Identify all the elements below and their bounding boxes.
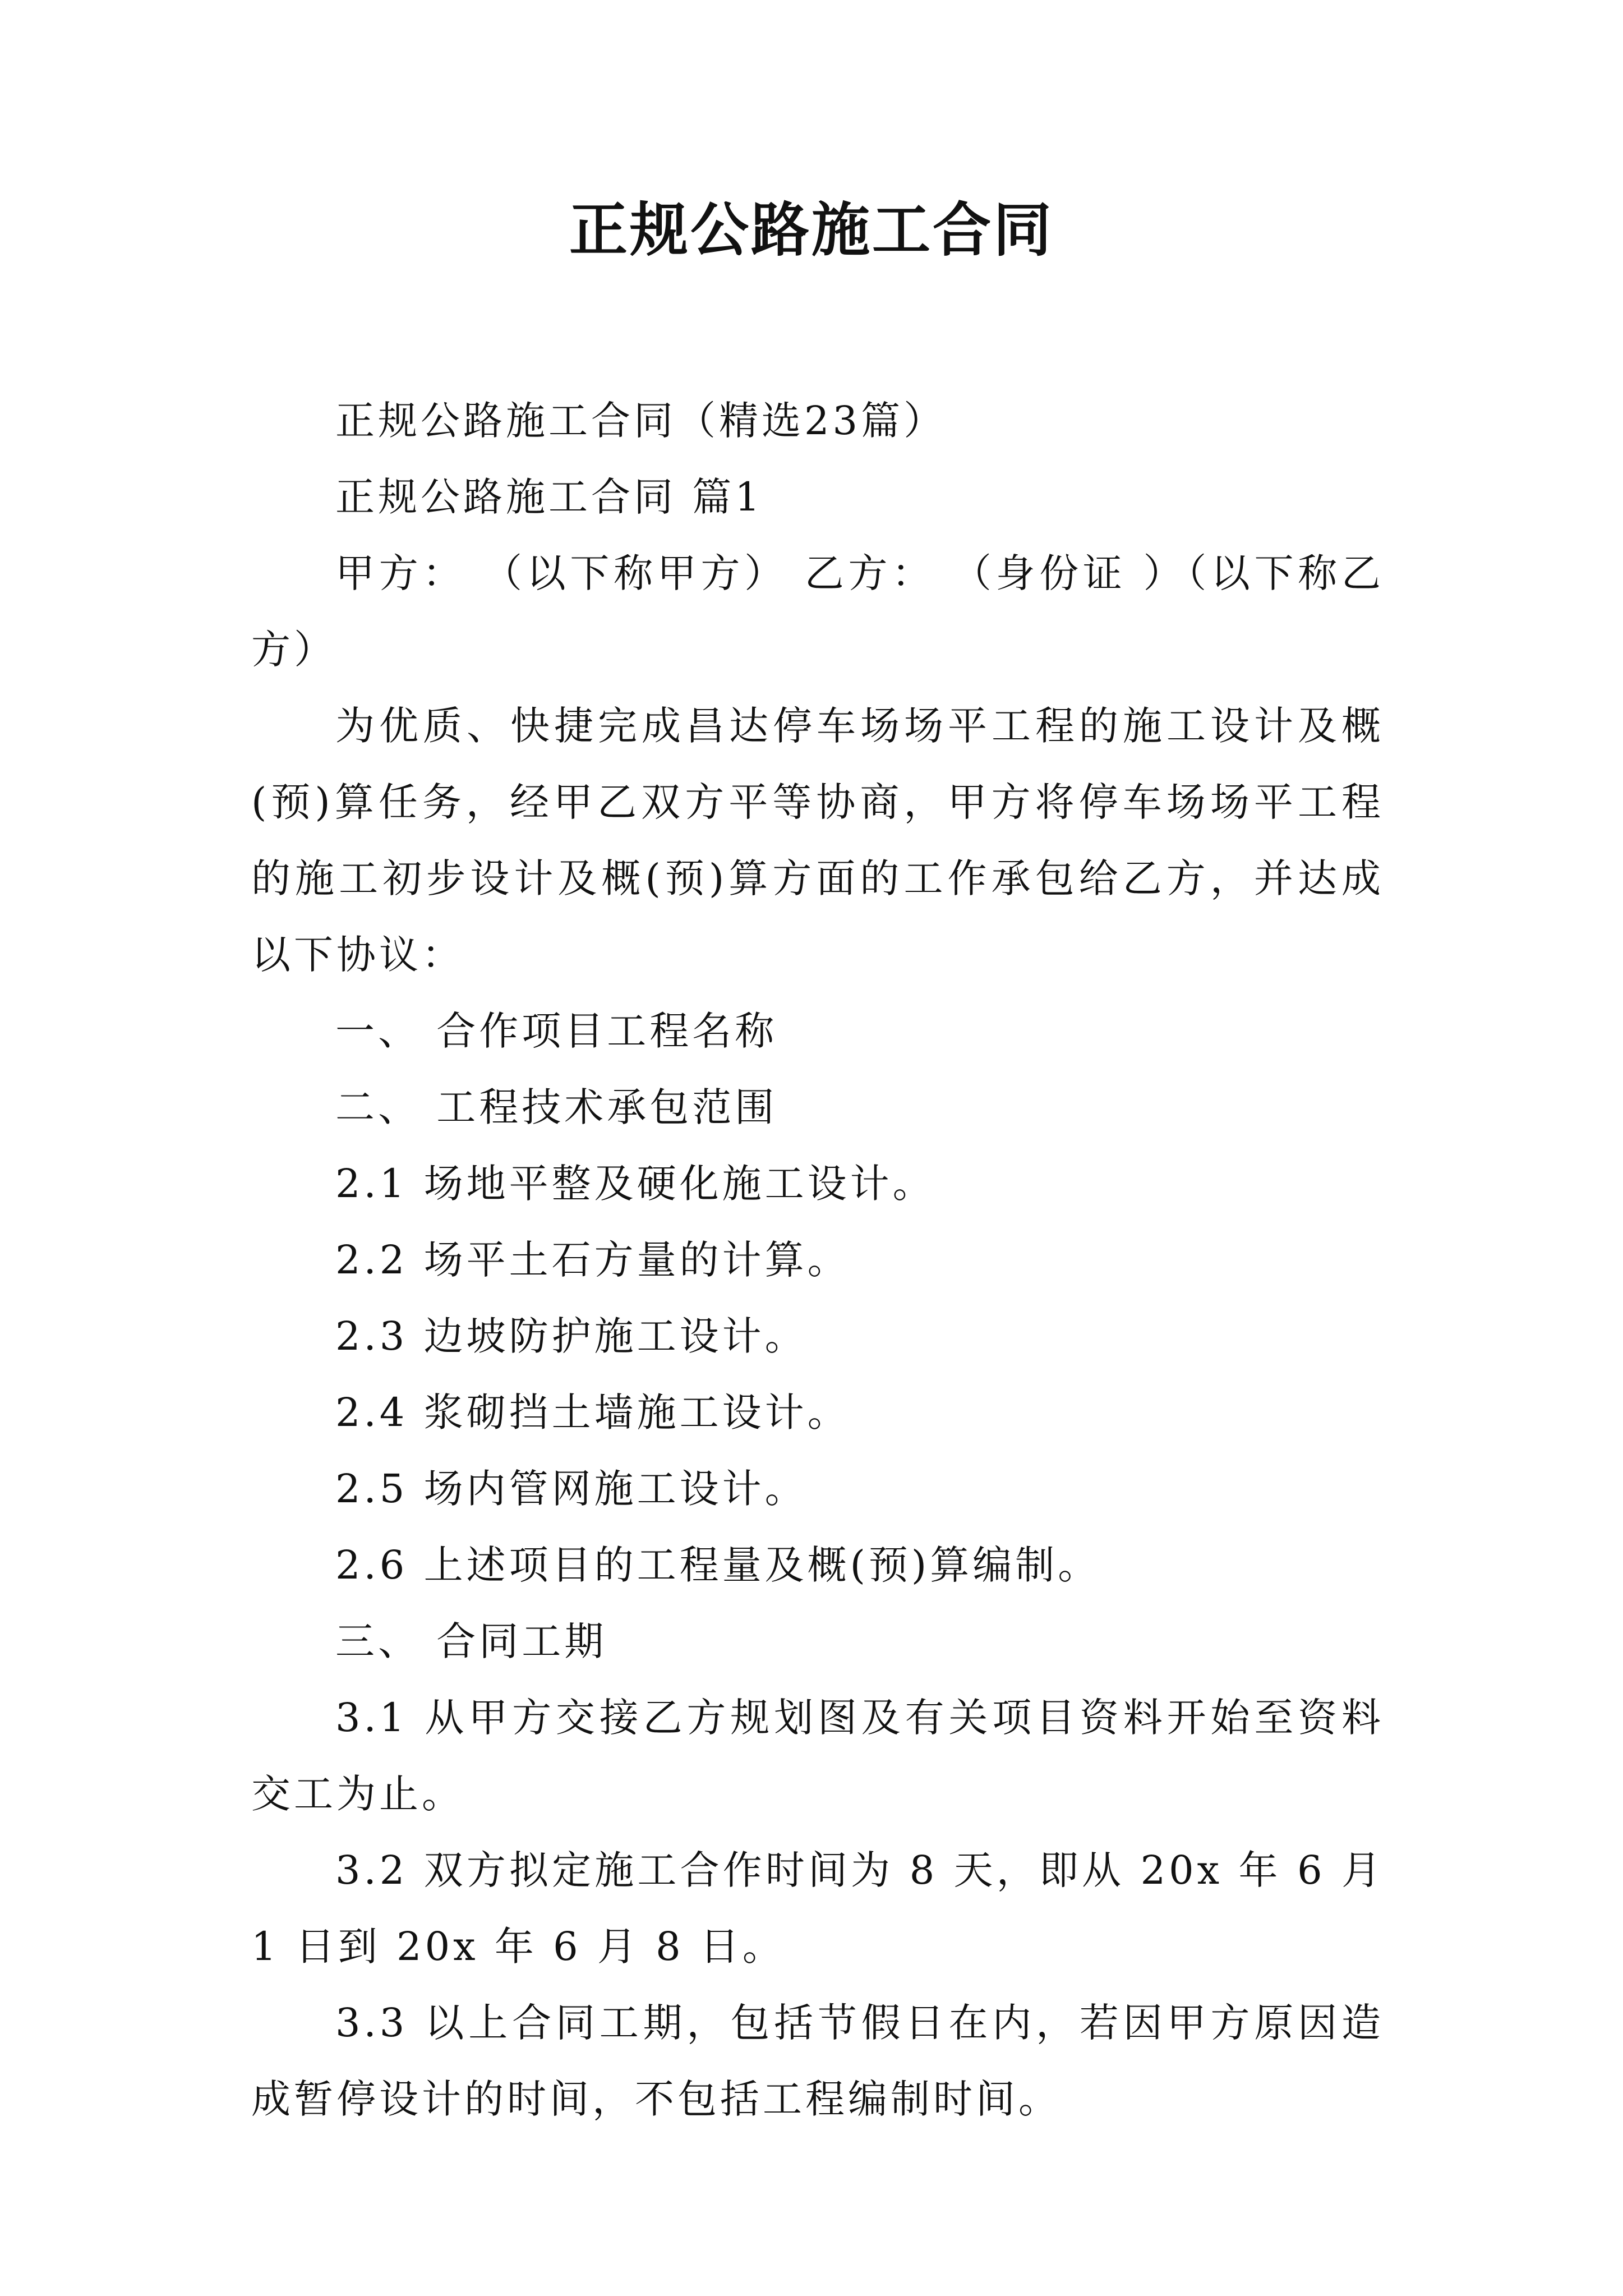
clause-2-4: 2.4 浆砌挡土墙施工设计。	[335, 1389, 850, 1435]
clause-2-3: 2.3 边坡防护施工设计。	[335, 1313, 808, 1359]
heading-project-name: 一、 合作项目工程名称	[335, 1008, 778, 1054]
clause-2-1: 2.1 场地平整及硬化施工设计。	[335, 1161, 935, 1207]
paragraph-intro: 为优质、快捷完成昌达停车场场平工程的施工设计及概(预)算任务，经甲乙双方平等协商，甲方将停车场场平工程的施工初步设计及概(预)算方面的工作承包给乙方，并达成以下协议：	[251, 703, 1384, 978]
paragraph-parties: 甲方： （以下称甲方） 乙方： （身份证 ）（以下称乙方）	[251, 550, 1384, 673]
clause-3-1: 3.1 从甲方交接乙方规划图及有关项目资料开始至资料交工为止。	[251, 1695, 1384, 1817]
heading-scope: 二、 工程技术承包范围	[335, 1084, 778, 1130]
clause-3-2: 3.2 双方拟定施工合作时间为 8 天，即从 20x 年 6 月 1 日到 20x 年 6 月 8 日。	[251, 1847, 1384, 1970]
document-title: 正规公路施工合同	[569, 195, 1054, 264]
document-body	[251, 383, 1384, 2137]
paragraph-subtitle: 正规公路施工合同（精选23篇）	[335, 398, 947, 444]
clause-2-2: 2.2 场平土石方量的计算。	[335, 1237, 850, 1283]
clause-2-6: 2.6 上述项目的工程量及概(预)算编制。	[335, 1542, 1101, 1588]
heading-contract-period: 三、 合同工期	[335, 1618, 607, 1664]
paragraph-section-heading: 正规公路施工合同 篇1	[335, 474, 763, 520]
clause-2-5: 2.5 场内管网施工设计。	[335, 1466, 808, 1512]
clause-3-3: 3.3 以上合同工期，包括节假日在内，若因甲方原因造成暂停设计的时间，不包括工程编制时间。	[251, 2000, 1384, 2122]
